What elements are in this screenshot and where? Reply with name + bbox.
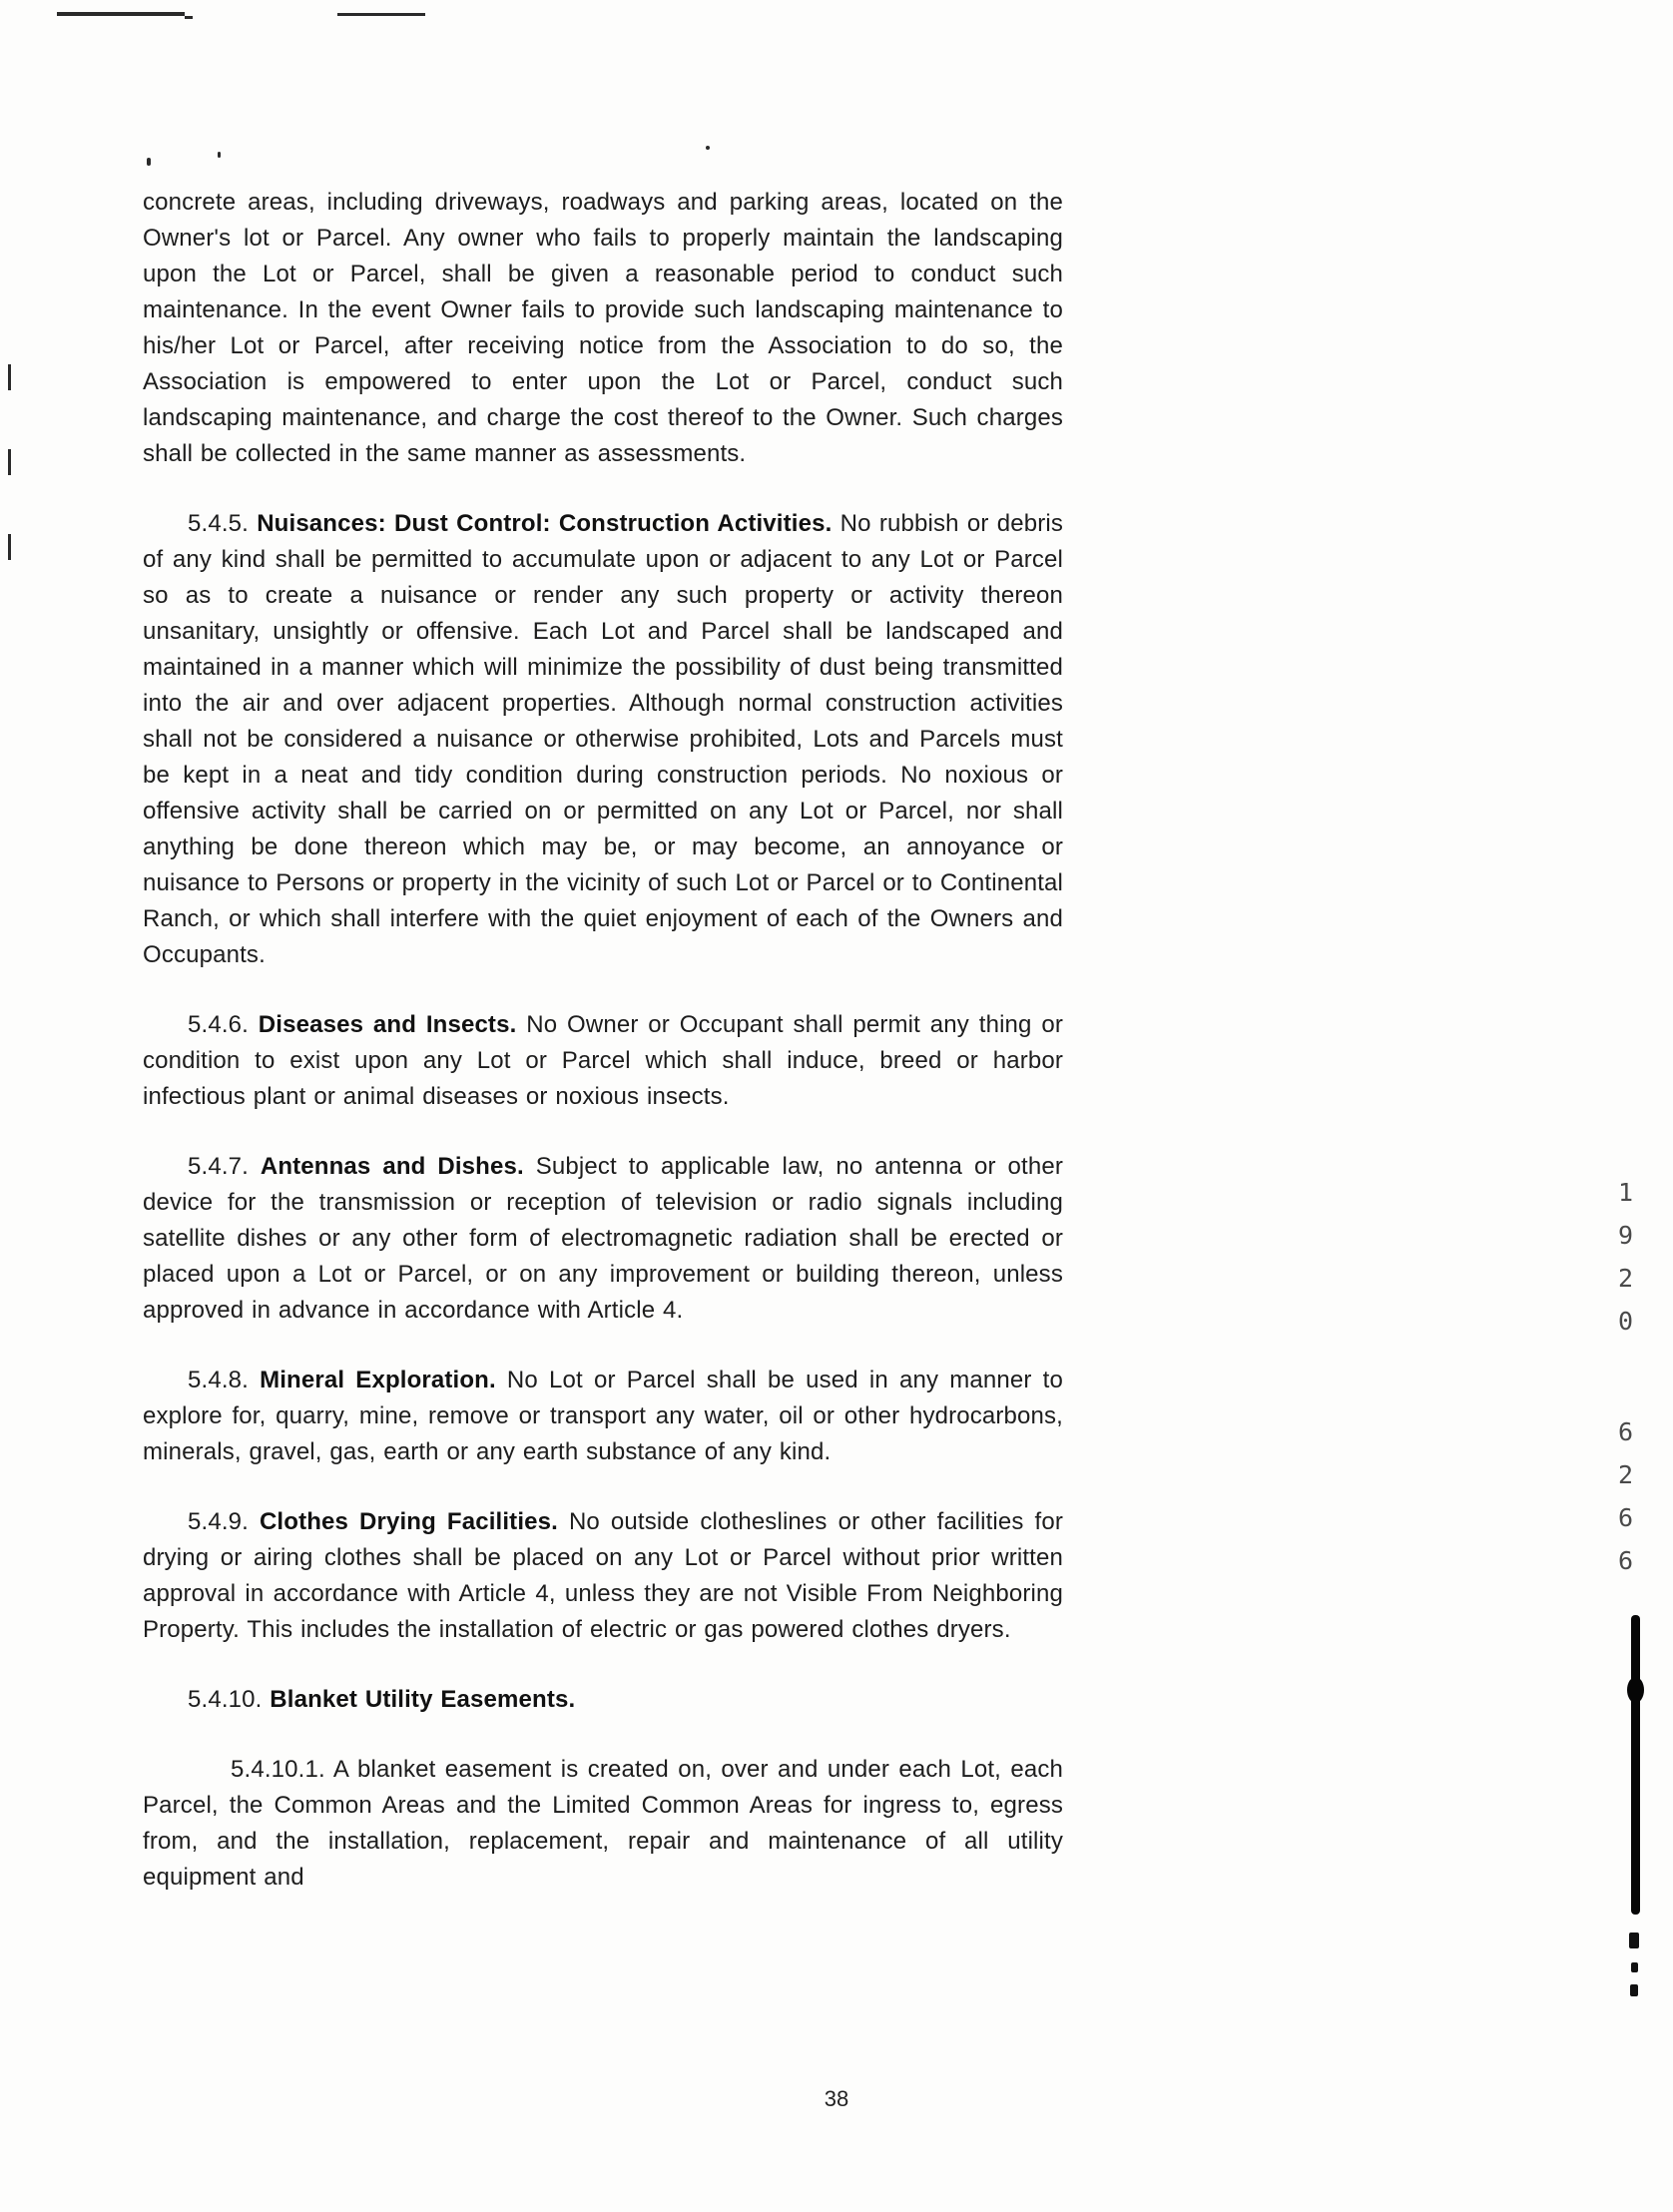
text-column xyxy=(143,185,1063,1930)
section-5-4-7 xyxy=(143,1149,1063,1329)
scan-artifact-tick xyxy=(8,449,11,475)
section-title: Antennas and Dishes. xyxy=(260,1153,524,1180)
intro-paragraph: concrete areas, including driveways, roadways and parking areas, located on the Owner's lot or Parcel. Any owner who fails to properly maintain the landscaping upon the Lot or Parcel, shall be given a reasonable period to conduct such maintenance. In the event Owner fails to provide such landscaping maintenance to his/her Lot or Parcel, after receiving notice from the Association to do so, the Association is empowered to enter upon the Lot or Parcel, conduct such landscaping maintenance, and charge the cost thereof to the Owner. Such charges shall be collected in the same manner as assessments. xyxy=(143,189,1063,467)
section-number: 5.4.10.1. xyxy=(231,1756,325,1783)
section-number: 5.4.10. xyxy=(188,1686,263,1713)
ink-mark xyxy=(1631,1962,1638,1972)
section-body: No outside clotheslines or other facilities for drying or airing clothes shall be placed on any Lot or Parcel without prior written approval in accordance with Article 4, unless they are not Visible From Neighboring Property. This includes the installation of electric or gas powered clothes dryers. xyxy=(143,1508,1063,1643)
section-title: Clothes Drying Facilities. xyxy=(259,1508,558,1535)
scan-artifact-dot xyxy=(147,158,151,166)
section-number: 5.4.6. xyxy=(188,1011,249,1038)
section-5-4-10 xyxy=(143,1682,1063,1718)
margin-stamp-top: 1920 xyxy=(1611,1178,1640,1350)
section-number: 5.4.8. xyxy=(188,1367,249,1393)
section-title: Diseases and Insects. xyxy=(258,1011,517,1038)
section-body: No Owner or Occupant shall permit any thing or condition to exist upon any Lot or Parcel which shall induce, breed or harbor infectious plant or animal diseases or noxious insects. xyxy=(143,1011,1064,1110)
section-body: No rubbish or debris of any kind shall be permitted to accumulate upon or adjacent to any Lot or Parcel so as to create a nuisance or render any such property or activity thereon unsanitary, unsightly or offensive. Each Lot and Parcel shall be landscaped and maintained in a manner which will minimize the possibility of dust being transmitted into the air and over adjacent properties. Although normal construction activities shall not be considered a nuisance or otherwise prohibited, Lots and Parcels must be kept in a neat and tidy condition during construction periods. No noxious or offensive activity shall be carried on or permitted on any Lot or Parcel, nor shall anything be done thereon which may be, or may become, an annoyance or nuisance to Persons or property in the vicinity of such Lot or Parcel or to Continental Ranch, or which shall interfere with the quiet enjoyment of each of the Owners and Occupants. xyxy=(143,510,1063,968)
section-title: Mineral Exploration. xyxy=(260,1367,496,1393)
section-5-4-8 xyxy=(143,1363,1063,1470)
scan-artifact-tick xyxy=(8,364,11,390)
scan-artifact-dot xyxy=(218,152,221,158)
ink-bar-artifact xyxy=(1631,1615,1640,1915)
section-body: Subject to applicable law, no antenna or other device for the transmission or reception of television or radio signals including satellite dishes or any other form of electromagnetic radiation shall be erected or placed upon a Lot or Parcel, or on any improvement or building thereon, unless approved in advance in accordance with Article 4. xyxy=(143,1153,1063,1324)
scan-artifact-dash xyxy=(57,12,185,16)
section-title: Nuisances: Dust Control: Construction Activities. xyxy=(257,510,833,537)
section-5-4-9 xyxy=(143,1504,1063,1648)
scan-artifact-dash xyxy=(337,13,425,16)
scan-artifact-dash xyxy=(185,16,193,19)
section-body: A blanket easement is created on, over and under each Lot, each Parcel, the Common Areas and the Limited Common Areas for ingress to, egress from, and the installation, replacement, repair and maintenance of all utility equipment and xyxy=(143,1756,1064,1891)
section-number: 5.4.9. xyxy=(188,1508,249,1535)
ink-mark xyxy=(1629,1933,1639,1948)
page-number: 38 xyxy=(824,2086,849,2111)
margin-stamp-bottom: 6266 xyxy=(1611,1417,1640,1589)
section-number: 5.4.7. xyxy=(188,1153,249,1180)
ink-mark xyxy=(1630,1984,1638,1996)
section-body: No Lot or Parcel shall be used in any manner to explore for, quarry, mine, remove or transport any water, oil or other hydrocarbons, minerals, gravel, gas, earth or any earth substance of any kind. xyxy=(143,1367,1064,1465)
section-5-4-5 xyxy=(143,506,1063,973)
section-5-4-10-1 xyxy=(143,1752,1063,1896)
scan-artifact-dot xyxy=(706,146,710,150)
section-title: Blanket Utility Easements. xyxy=(270,1686,576,1713)
scan-artifact-tick xyxy=(8,534,11,560)
section-number: 5.4.5. xyxy=(188,510,249,537)
section-5-4-6 xyxy=(143,1007,1063,1115)
